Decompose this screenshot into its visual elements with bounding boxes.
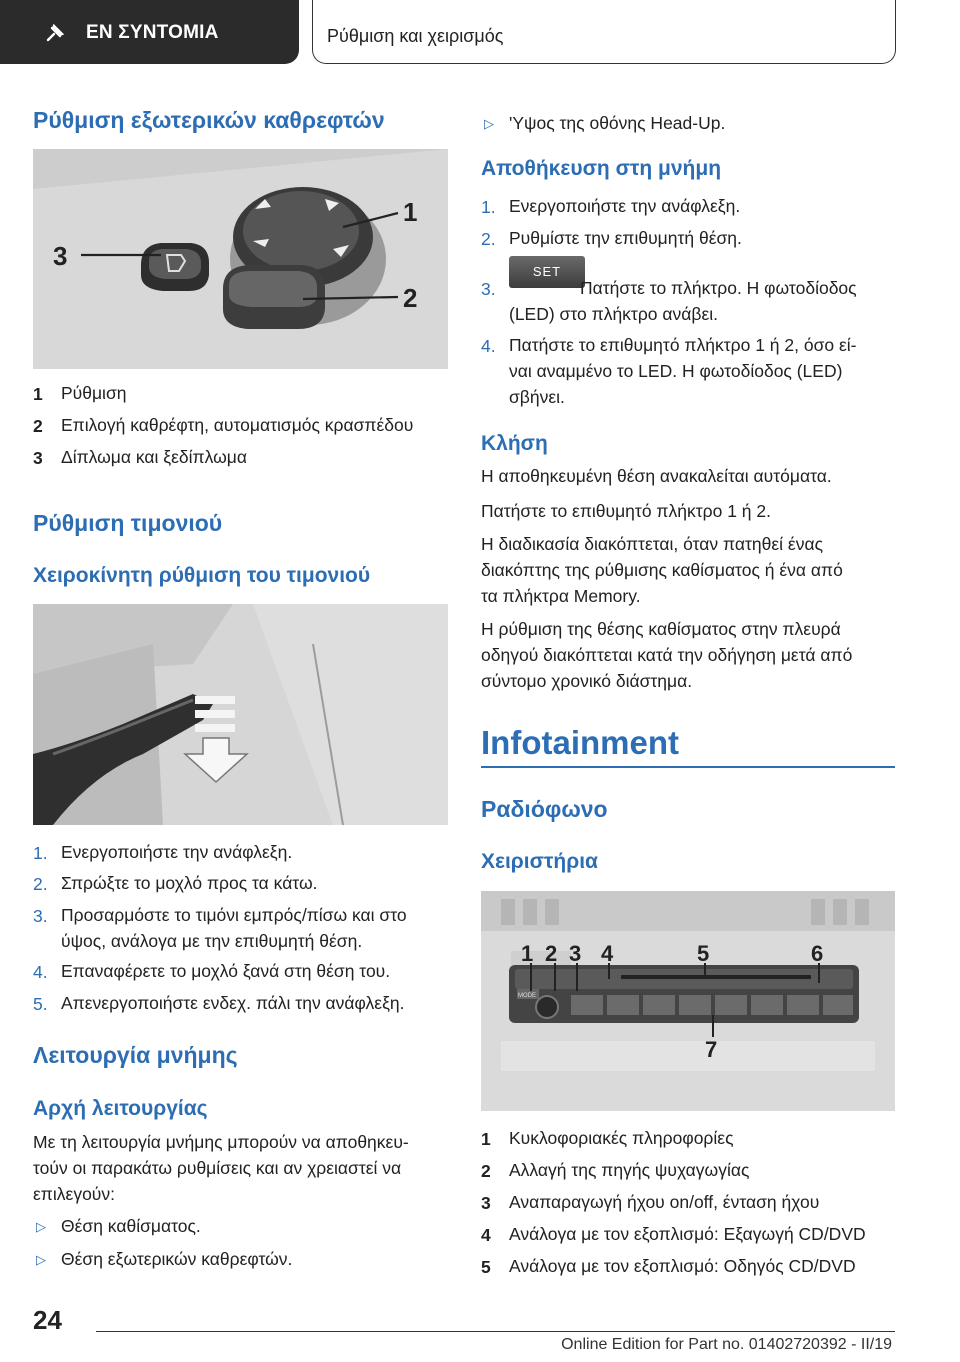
radio-callout-4: 4 [601,941,614,966]
paragraph-line: τούν οι παρακάτω ρυθμίσεις και αν χρειαστεί να [33,1158,402,1178]
radio-callout-7: 7 [705,1037,718,1062]
bullet-triangle-icon: ▷ [36,1219,46,1234]
step-number: 3. [481,279,496,299]
step-text: (LED) στο πλήκτρο ανάβει. [509,304,718,324]
step-text: Απενεργοποιήστε ενδεχ. πάλι την ανάφλεξη. [61,993,405,1013]
paragraph-line: Με τη λειτουργία μνήμης μπορούν να αποθηκευ- [33,1132,409,1152]
heading-steering-wheel: Ρύθμιση τιμονιού [33,510,223,536]
heading-store-memory: Αποθήκευση στη μνήμη [481,157,722,180]
step-text: Ενεργοποιήστε την ανάφλεξη. [61,842,293,862]
heading-recall: Κλήση [481,432,548,455]
radio-callout-1: 1 [521,941,534,966]
bullet-triangle-icon: ▷ [36,1252,46,1267]
heading-principle: Αρχή λειτουργίας [33,1097,208,1120]
step-number: 1. [481,197,496,217]
steering-column-figure [33,604,448,825]
step-number: 2. [33,874,48,894]
heading-memory-function: Λειτουργία μνήμης [33,1042,238,1068]
step-text: Πατήστε το επιθυμητό πλήκτρο 1 ή 2, όσο εί- [509,335,857,355]
heading-manual-adjust: Χειροκίνητη ρύθμιση του τιμονιού [33,564,371,587]
step-text: σβήνει. [509,387,565,407]
mirror-control-figure [33,149,448,369]
heading-radio: Ραδιόφωνο [481,796,608,822]
heading-controls: Χειριστήρια [481,850,598,873]
bullet-triangle-icon: ▷ [484,116,494,131]
legend-number: 3 [33,448,43,468]
legend-text: Δίπλωμα και ξεδίπλωμα [61,447,247,467]
step-text: ύψος, ανάλογα με την επιθυμητή θέση. [61,931,363,951]
legend-number: 2 [33,416,43,436]
step-text: ναι αναμμένο το LED. Η φωτοδίοδος (LED) [509,361,843,381]
legend-number: 5 [481,1257,491,1277]
mirror-control-illustration [33,149,448,369]
paragraph-line: Η ρύθμιση της θέσης καθίσματος στην πλευρά [481,619,841,639]
step-number: 2. [481,229,496,249]
step-text: Ενεργοποιήστε την ανάφλεξη. [509,196,741,216]
set-button-label: SET [509,256,585,288]
paragraph-line: επιλεγούν: [33,1184,115,1204]
chapter-heading-infotainment: Infotainment [481,724,679,761]
radio-panel-illustration [481,891,895,1111]
paragraph-line: Η διαδικασία διακόπτεται, όταν πατηθεί ένας [481,534,824,554]
legend-text: Ρύθμιση [61,383,127,403]
steering-lever-illustration [33,604,448,825]
radio-callout-3: 3 [569,941,582,966]
legend-text: Ανάλογα με τον εξοπλισμό: Οδηγός CD/DVD [509,1256,856,1276]
step-number: 4. [33,962,48,982]
paragraph-line: τα πλήκτρα Memory. [481,586,641,606]
radio-callout-6: 6 [811,941,824,966]
step-text: Προσαρμόστε το τιμόνι εμπρός/πίσω και στο [61,905,407,925]
step-text: Ρυθμίστε την επιθυμητή θέση. [509,228,742,248]
legend-number: 1 [481,1129,491,1149]
heading-rule [481,766,895,768]
paragraph-line: οδηγού διακόπτεται κατά την οδήγηση μετά από [481,645,853,665]
footer-edition: Online Edition for Part no. 01402720392 - II/19 [561,1336,892,1353]
heading-mirrors: Ρύθμιση εξωτερικών καθρεφτών [33,107,385,133]
paragraph-line: Η αποθηκευμένη θέση ανακαλείται αυτόματα. [481,466,832,486]
mirror-callout-2: 2 [403,283,418,313]
legend-text: Κυκλοφοριακές πληροφορίες [509,1128,734,1148]
step-number: 3. [33,906,48,926]
step-text: Επαναφέρετε το μοχλό ξανά στη θέση του. [61,961,391,981]
paragraph-line: σύντομο χρονικό διάστημα. [481,671,693,691]
paragraph-line: Πατήστε το επιθυμητό πλήκτρο 1 ή 2. [481,501,771,521]
legend-text: Αναπαραγωγή ήχου on/off, ένταση ήχου [509,1192,820,1212]
pushpin-icon [44,22,66,44]
step-number: 5. [33,994,48,1014]
legend-text: Αλλαγή της πηγής ψυχαγωγίας [509,1160,750,1180]
step-number: 4. [481,336,496,356]
radio-callout-2: 2 [545,941,558,966]
legend-text: Ανάλογα με τον εξοπλισμό: Εξαγωγή CD/DVD [509,1224,866,1244]
legend-number: 4 [481,1225,491,1245]
mirror-callout-3: 3 [53,241,68,271]
paragraph-line: διακόπτης της ρύθμισης καθίσματος ή ένα από [481,560,843,580]
radio-callout-5: 5 [697,941,710,966]
chapter-tab[interactable] [0,0,299,64]
set-button-image [509,256,585,288]
step-number: 1. [33,843,48,863]
step-text: Σπρώξτε το μοχλό προς τα κάτω. [61,873,318,893]
mode-button-label: MODE [518,993,536,999]
legend-number: 2 [481,1161,491,1181]
page-number: 24 [33,1305,62,1335]
bullet-text: Θέση εξωτερικών καθρεφτών. [61,1249,293,1269]
mirror-callout-1: 1 [403,197,418,227]
footer-rule [96,1331,895,1332]
legend-text: Επιλογή καθρέφτη, αυτοματισμός κρασπέδου [61,415,414,435]
section-title: Ρύθμιση και χειρισμός [327,26,504,46]
radio-controls-figure [481,891,895,1111]
chapter-tab-label: ΕΝ ΣΥΝΤΟΜΙΑ [86,22,219,43]
bullet-text: 'Υψος της οθόνης Head-Up. [509,113,726,133]
legend-number: 3 [481,1193,491,1213]
section-header [312,0,896,64]
legend-number: 1 [33,384,43,404]
step-text: Πατήστε το πλήκτρο. Η φωτοδίοδος [580,278,857,298]
bullet-text: Θέση καθίσματος. [61,1216,201,1236]
